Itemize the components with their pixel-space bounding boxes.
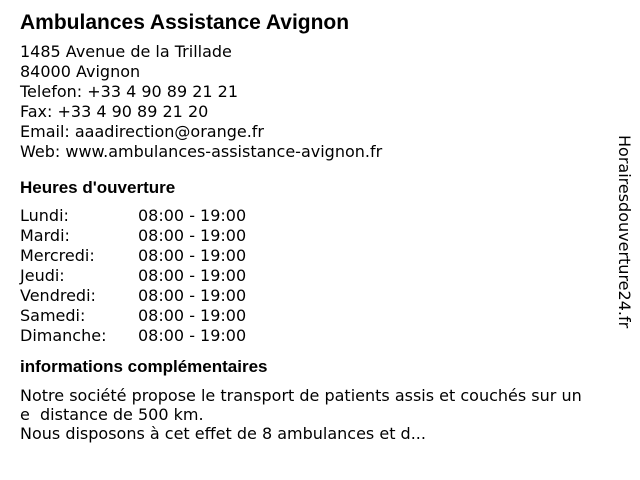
day-label: Mercredi: <box>20 246 95 265</box>
hours-row-saturday <box>20 306 620 326</box>
site-watermark: Horairesdouverture24.fr <box>615 135 634 329</box>
time-range: 08:00 - 19:00 <box>138 286 247 305</box>
hours-row-sunday <box>20 326 620 346</box>
hours-row-monday <box>20 206 620 226</box>
contact-block <box>20 42 620 162</box>
additional-info-heading: informations complémentaires <box>20 357 268 376</box>
info-line: e distance de 500 km. <box>20 405 204 424</box>
additional-info-text <box>20 386 620 443</box>
info-line: Notre société propose le transport de patients assis et couchés sur un <box>20 386 582 405</box>
day-label: Lundi: <box>20 206 69 225</box>
day-label: Dimanche: <box>20 326 107 345</box>
business-card <box>20 10 620 443</box>
day-label: Jeudi: <box>20 266 65 285</box>
time-range: 08:00 - 19:00 <box>138 306 247 325</box>
time-range: 08:00 - 19:00 <box>138 226 247 245</box>
business-name: Ambulances Assistance Avignon <box>20 11 350 34</box>
hours-row-wednesday <box>20 246 620 266</box>
time-range: 08:00 - 19:00 <box>138 206 247 225</box>
phone-number: Telefon: +33 4 90 89 21 21 <box>20 82 239 101</box>
hours-row-tuesday <box>20 226 620 246</box>
email-address: Email: aaadirection@orange.fr <box>20 122 265 141</box>
opening-hours-table <box>20 206 620 346</box>
time-range: 08:00 - 19:00 <box>138 246 247 265</box>
day-label: Mardi: <box>20 226 70 245</box>
opening-hours-heading: Heures d'ouverture <box>20 178 176 197</box>
day-label: Vendredi: <box>20 286 96 305</box>
hours-row-friday <box>20 286 620 306</box>
fax-number: Fax: +33 4 90 89 21 20 <box>20 102 209 121</box>
time-range: 08:00 - 19:00 <box>138 266 247 285</box>
address-city: 84000 Avignon <box>20 62 141 81</box>
hours-row-thursday <box>20 266 620 286</box>
address-street: 1485 Avenue de la Trillade <box>20 42 232 61</box>
website-address: Web: www.ambulances-assistance-avignon.fr <box>20 142 383 161</box>
time-range: 08:00 - 19:00 <box>138 326 247 345</box>
day-label: Samedi: <box>20 306 86 325</box>
info-line: Nous disposons à cet effet de 8 ambulances et d... <box>20 424 426 443</box>
